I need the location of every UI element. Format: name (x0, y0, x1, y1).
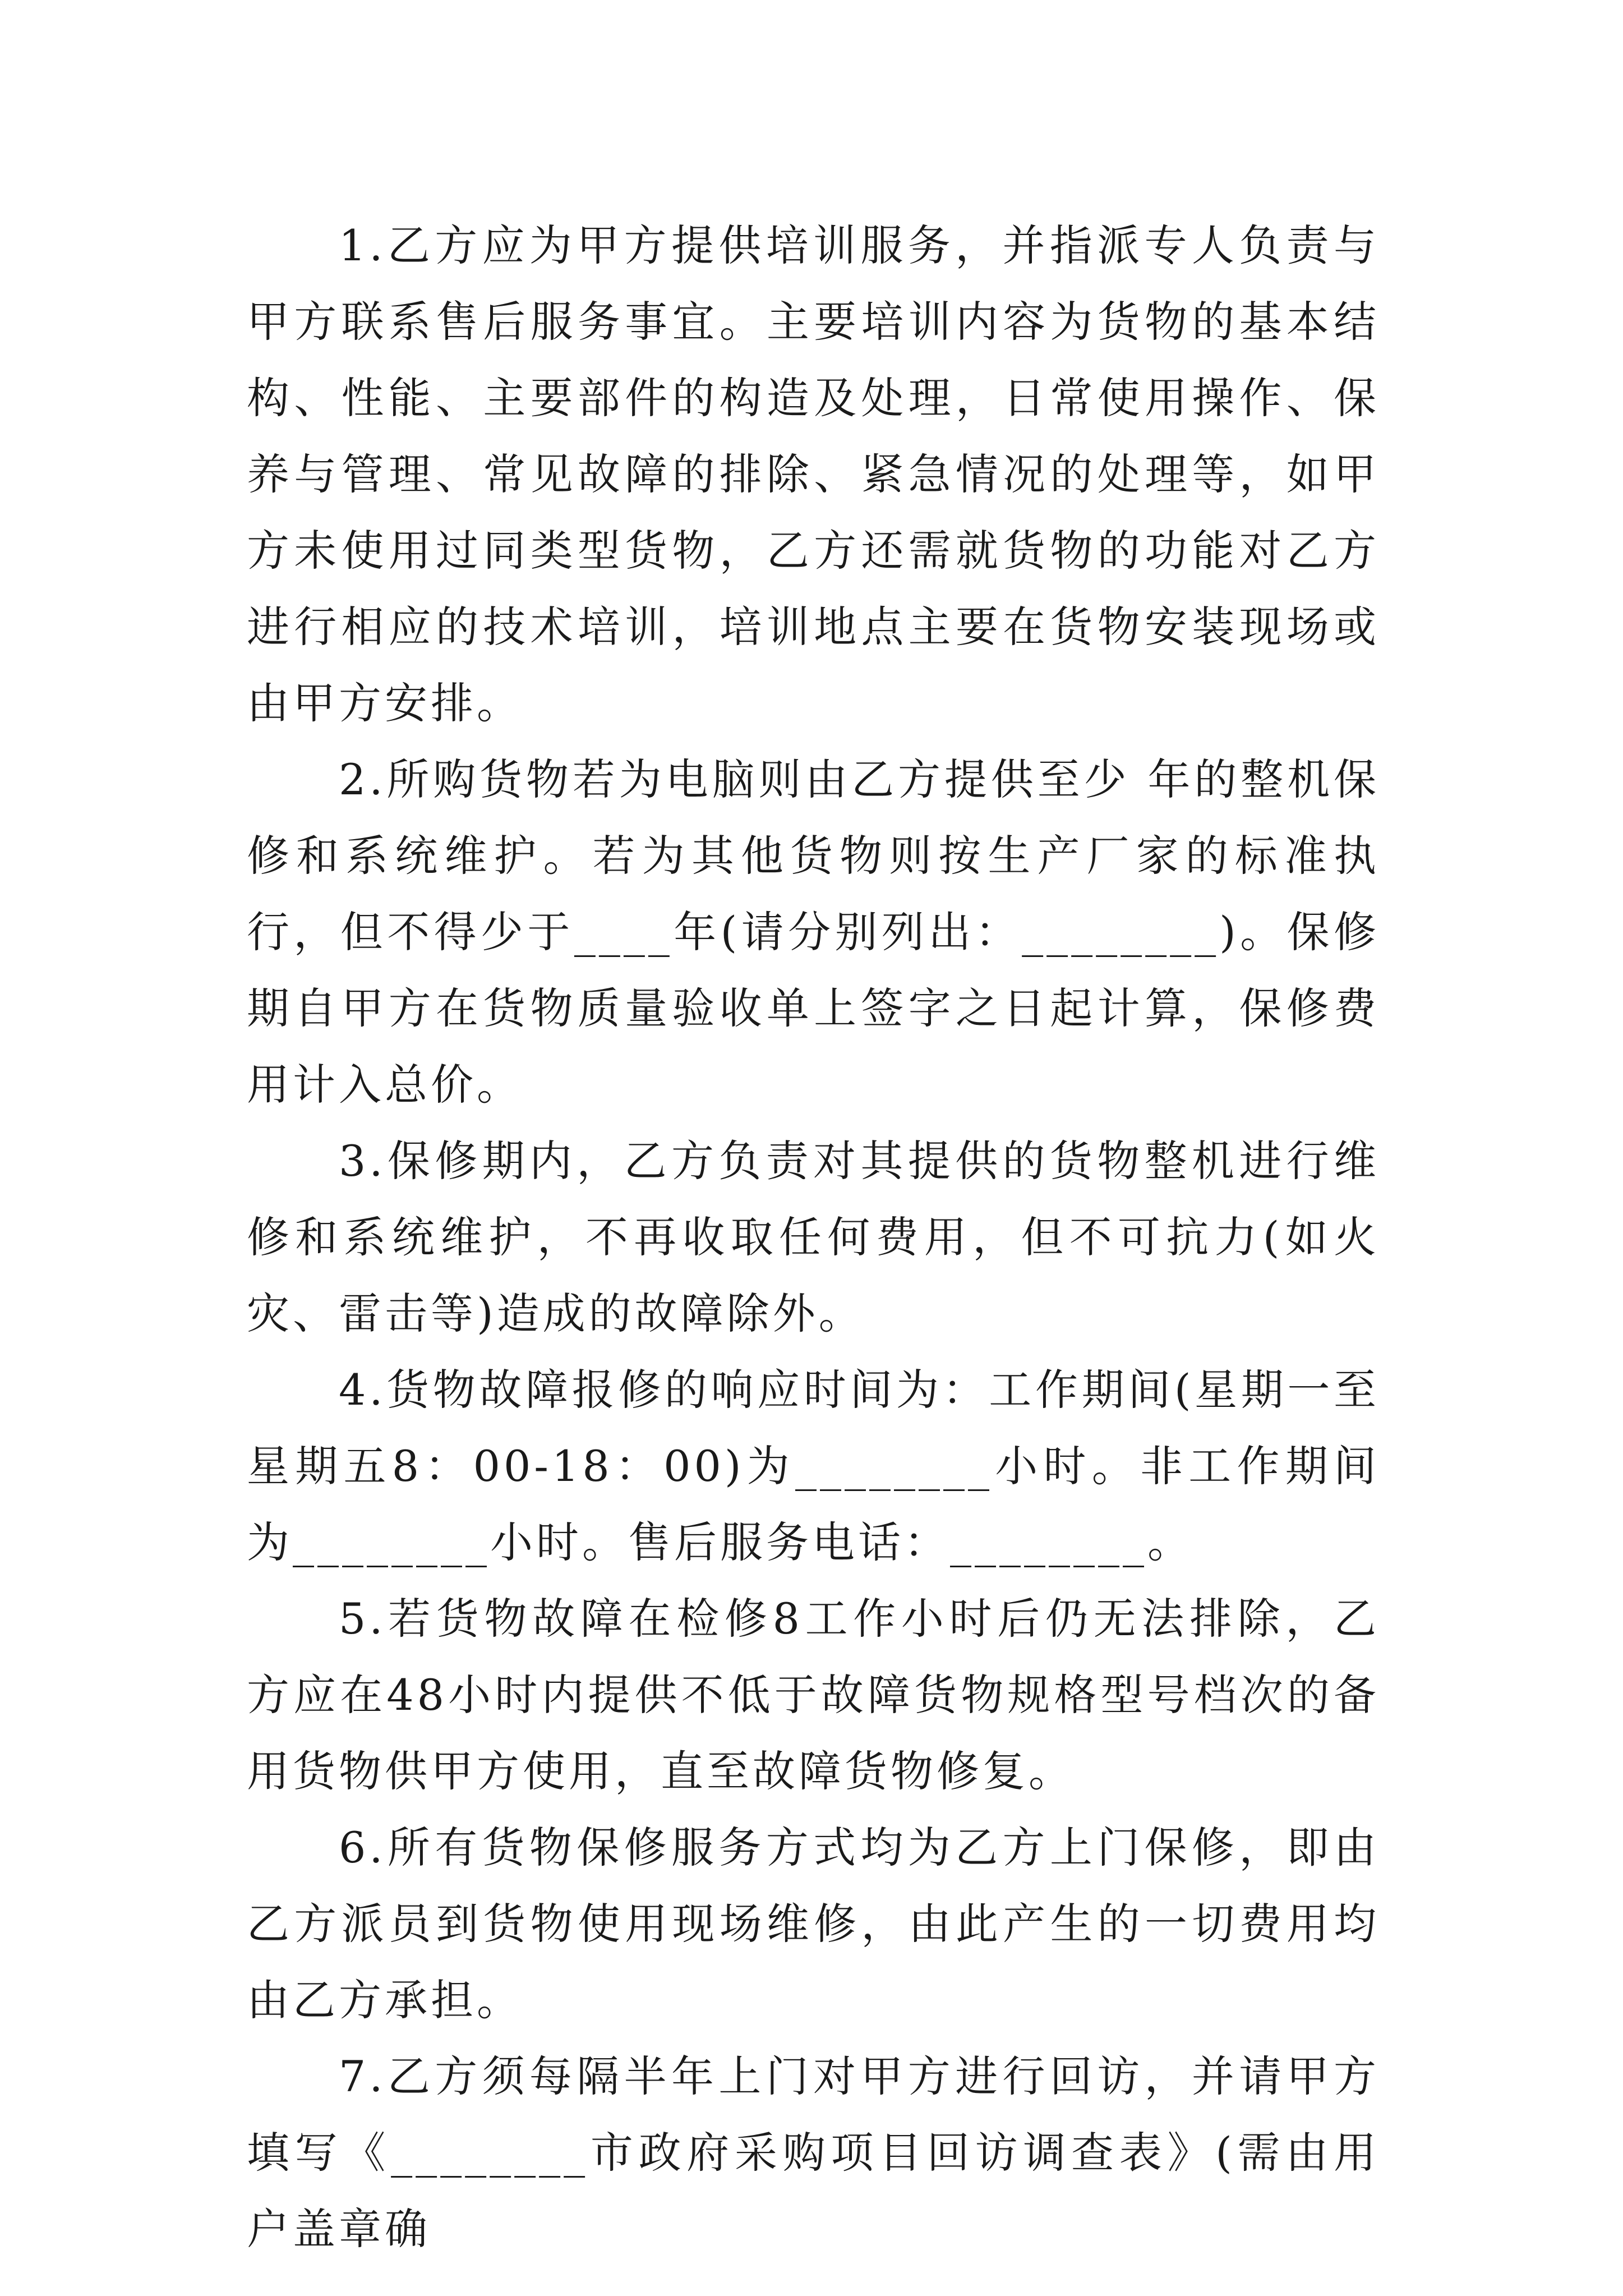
paragraph-backup-goods: 5.若货物故障在检修8工作小时后仍无法排除，乙方应在48小时内提供不低于故障货物规格型号档次的备用货物供甲方使用，直至故障货物修复。 (247, 1594, 1380, 1796)
document-body (247, 208, 1380, 2267)
paragraph-response-time: 4.货物故障报修的响应时间为：工作期间(星期一至星期五8：00-18：00)为________小时。非工作期间为________小时。售后服务电话：________。 (247, 1365, 1380, 1567)
paragraph-return-visit: 7.乙方须每隔半年上门对甲方进行回访，并请甲方填写《________市政府采购项目回访调查表》(需由用户盖章确 (247, 2051, 1380, 2254)
paragraph-onsite-service: 6.所有货物保修服务方式均为乙方上门保修，即由乙方派员到货物使用现场维修，由此产生的一切费用均由乙方承担。 (247, 1823, 1380, 2025)
paragraph-warranty-maintenance: 3.保修期内，乙方负责对其提供的货物整机进行维修和系统维护，不再收取任何费用，但不可抗力(如火灾、雷击等)造成的故障除外。 (247, 1136, 1380, 1338)
paragraph-warranty-period: 2.所购货物若为电脑则由乙方提供至少 年的整机保修和系统维护。若为其他货物则按生产厂家的标准执行，但不得少于____年(请分别列出：________)。保修期自甲方在货物质量验收单上签字之日起计算，保修费用计入总价。 (247, 754, 1380, 1110)
paragraph-training-service: 1.乙方应为甲方提供培训服务，并指派专人负责与甲方联系售后服务事宜。主要培训内容为货物的基本结构、性能、主要部件的构造及处理，日常使用操作、保养与管理、常见故障的排除、紧急情况的处理等，如甲方未使用过同类型货物，乙方还需就货物的功能对乙方进行相应的技术培训，培训地点主要在货物安装现场或由甲方安排。 (247, 220, 1380, 728)
